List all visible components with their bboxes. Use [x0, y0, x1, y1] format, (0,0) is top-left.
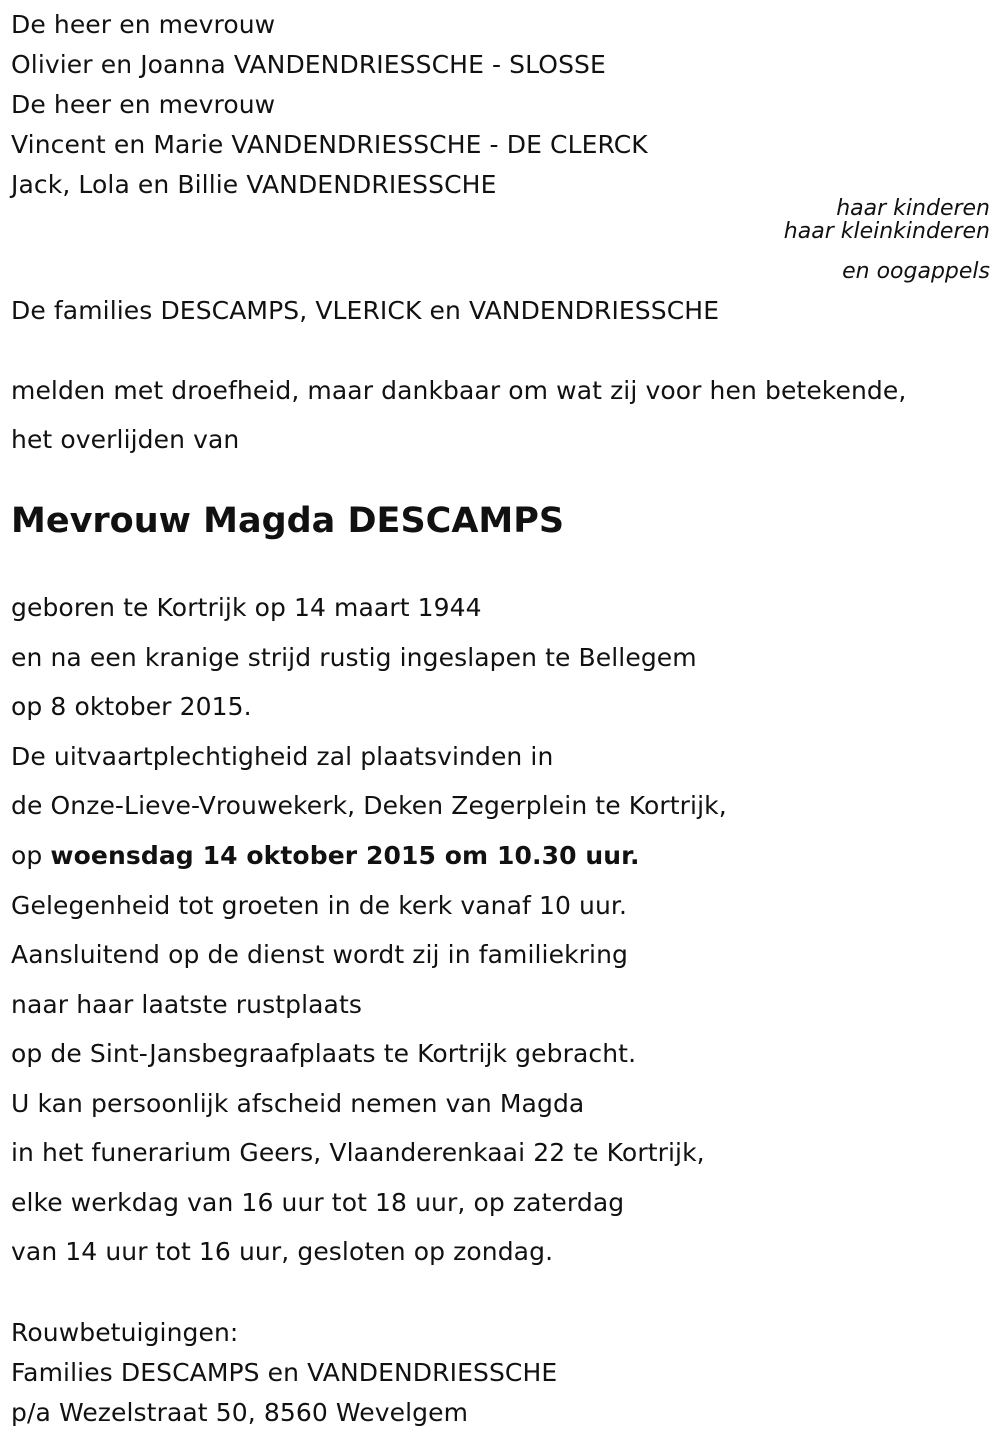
- funeral-date-time: woensdag 14 oktober 2015 om 10.30 uur.: [50, 841, 640, 870]
- funeral-line-3: [11, 840, 640, 872]
- passing-line-2: op 8 oktober 2015.: [11, 692, 252, 721]
- farewell-line-2: in het funerarium Geers, Vlaanderenkaai 22 te Kortrijk,: [11, 1138, 705, 1167]
- burial-line-1: Aansluitend op de dienst wordt zij in familiekring: [11, 940, 628, 969]
- condolences-address: p/a Wezelstraat 50, 8560 Wevelgem: [11, 1398, 469, 1427]
- condolences-title: Rouwbetuigingen:: [11, 1318, 239, 1347]
- condolences-line-1: Families DESCAMPS en VANDENDRIESSCHE: [11, 1358, 558, 1387]
- announcement-line-2: het overlijden van: [11, 425, 240, 454]
- family-line-1: De heer en mevrouw: [11, 10, 276, 39]
- funeral-line-1: De uitvaartplechtigheid zal plaatsvinden in: [11, 742, 554, 771]
- family-line-2: Olivier en Joanna VANDENDRIESSCHE - SLOSSE: [11, 50, 606, 79]
- greeting-line: Gelegenheid tot groeten in de kerk vanaf 10 uur.: [11, 891, 628, 920]
- family-line-5: Jack, Lola en Billie VANDENDRIESSCHE: [11, 170, 497, 199]
- farewell-line-1: U kan persoonlijk afscheid nemen van Magda: [11, 1089, 585, 1118]
- funeral-line-3-prefix: op: [11, 841, 51, 870]
- family-line-3: De heer en mevrouw: [11, 90, 276, 119]
- announcement-line-1: melden met droefheid, maar dankbaar om wat zij voor hen betekende,: [11, 376, 907, 405]
- burial-line-2: naar haar laatste rustplaats: [11, 990, 362, 1019]
- birth-line: geboren te Kortrijk op 14 maart 1944: [11, 593, 482, 622]
- relation-kleinkinderen: haar kleinkinderen: [783, 219, 990, 244]
- passing-line-1: en na een kranige strijd rustig ingeslapen te Bellegem: [11, 643, 697, 672]
- deceased-name: Mevrouw Magda DESCAMPS: [11, 501, 565, 541]
- farewell-line-4: van 14 uur tot 16 uur, gesloten op zondag.: [11, 1237, 554, 1266]
- relation-kinderen: haar kinderen: [836, 196, 990, 221]
- families-line: De families DESCAMPS, VLERICK en VANDENDRIESSCHE: [11, 296, 720, 325]
- funeral-line-2: de Onze-Lieve-Vrouwekerk, Deken Zegerplein te Kortrijk,: [11, 791, 727, 820]
- relation-oogappels: en oogappels: [842, 259, 990, 284]
- farewell-line-3: elke werkdag van 16 uur tot 18 uur, op zaterdag: [11, 1188, 625, 1217]
- burial-line-3: op de Sint-Jansbegraafplaats te Kortrijk gebracht.: [11, 1039, 637, 1068]
- family-line-4: Vincent en Marie VANDENDRIESSCHE - DE CLERCK: [11, 130, 648, 159]
